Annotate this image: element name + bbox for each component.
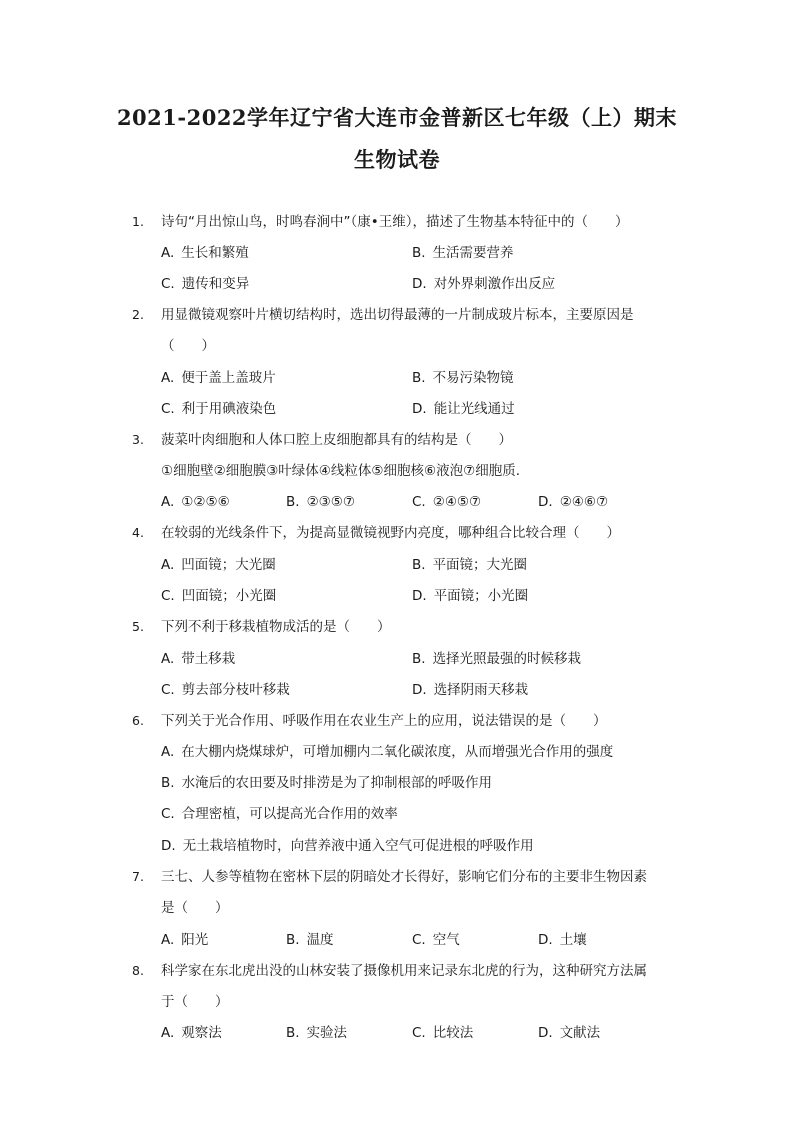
question-3-option-c [412, 492, 481, 512]
option-text: 文献法 [559, 1025, 601, 1041]
option-label: A. [161, 651, 175, 667]
question-3-number: 3. [132, 432, 144, 447]
option-text: ②④⑤⑦ [432, 494, 482, 510]
option-text: 凹面镜；大光圈 [181, 557, 276, 573]
option-label: D. [161, 838, 176, 854]
question-5-option-c [161, 680, 290, 700]
option-text: 利于用碘液染色 [181, 401, 277, 417]
option-text: 能让光线通过 [433, 401, 515, 417]
option-label: D. [412, 401, 427, 417]
option-label: A. [161, 370, 175, 386]
question-2-option-d [412, 399, 515, 419]
option-label: C. [161, 276, 175, 292]
option-text: 平面镜；大光圈 [432, 557, 528, 573]
option-text: 凹面镜；小光圈 [181, 588, 277, 604]
option-text: 水淹后的农田要及时排涝是为了抑制根部的呼吸作用 [181, 775, 493, 791]
option-text: ②③⑤⑦ [306, 494, 355, 510]
option-text: 对外界刺激作出反应 [433, 276, 556, 292]
question-5-stem: 下列不利于移栽植物成活的是（ ） [161, 619, 391, 635]
question-6-option-b [161, 773, 492, 793]
option-text: 生活需要营养 [432, 245, 514, 261]
question-5-option-a [161, 649, 235, 669]
option-text: 选择光照最强的时候移栽 [432, 651, 582, 667]
question-4-option-a [161, 555, 276, 575]
question-2-stem-cont: （ ） [161, 338, 215, 354]
question-2-option-b [412, 368, 514, 388]
option-label: A. [161, 932, 175, 948]
question-8-option-c [412, 1023, 473, 1043]
question-7-number: 7. [132, 869, 144, 884]
option-text: ①②⑤⑥ [181, 494, 230, 510]
option-text: 阳光 [181, 932, 209, 948]
option-label: A. [161, 1025, 175, 1041]
option-label: C. [412, 932, 426, 948]
question-8-option-b [286, 1023, 347, 1043]
option-text: 比较法 [432, 1025, 474, 1041]
question-3-option-b [286, 492, 355, 512]
question-5-number: 5. [132, 619, 144, 634]
question-3-option-d [538, 492, 608, 512]
question-2-number: 2. [132, 307, 144, 322]
question-8-option-d [538, 1023, 600, 1043]
question-4-stem: 在较弱的光线条件下，为提高显微镜视野内亮度，哪种组合比较合理（ ） [161, 525, 620, 541]
question-1-option-a [161, 243, 249, 263]
question-8-stem: 科学家在东北虎出没的山林安装了摄像机用来记录东北虎的行为，这种研究方法属 [161, 963, 647, 979]
question-1-number: 1. [132, 214, 144, 229]
option-label: C. [161, 806, 175, 822]
option-text: 无土栽培植物时，向营养液中通入空气可促进根的呼吸作用 [182, 838, 534, 854]
option-text: 便于盖上盖玻片 [181, 370, 276, 386]
question-7-option-c [412, 930, 460, 950]
question-6-option-d [161, 836, 534, 856]
question-6-option-c [161, 804, 398, 824]
option-text: 选择阴雨天移栽 [433, 682, 529, 698]
option-label: B. [286, 1025, 300, 1041]
option-label: B. [412, 245, 426, 261]
option-text: 带土移栽 [181, 651, 236, 667]
question-3-option-a [161, 492, 230, 512]
option-label: B. [412, 370, 426, 386]
option-label: B. [286, 932, 300, 948]
question-2-option-a [161, 368, 276, 388]
option-label: A. [161, 245, 175, 261]
option-text: 不易污染物镜 [432, 370, 514, 386]
question-1-option-b [412, 243, 514, 263]
question-3-stem: 菠菜叶肉细胞和人体口腔上皮细胞都具有的结构是（ ） [161, 432, 512, 448]
question-7-option-b [286, 930, 334, 950]
option-label: D. [538, 494, 553, 510]
option-label: C. [412, 1025, 426, 1041]
option-text: 在大棚内烧煤球炉，可增加棚内二氧化碳浓度，从而增强光合作用的强度 [181, 744, 614, 760]
option-label: D. [412, 276, 427, 292]
question-2-stem: 用显微镜观察叶片横切结构时，选出切得最薄的一片制成玻片标本，主要原因是 [161, 307, 634, 323]
option-label: A. [161, 744, 175, 760]
option-text: 生长和繁殖 [181, 245, 249, 261]
option-text: 平面镜；小光圈 [433, 588, 529, 604]
option-text: 土壤 [559, 932, 587, 948]
option-text: 遗传和变异 [181, 276, 250, 292]
question-8-number: 8. [132, 963, 144, 978]
question-6-option-a [161, 742, 613, 762]
question-5-option-b [412, 649, 581, 669]
option-text: 观察法 [181, 1025, 222, 1041]
question-4-number: 4. [132, 525, 144, 540]
option-text: 温度 [306, 932, 334, 948]
option-label: C. [161, 401, 175, 417]
option-label: D. [412, 588, 427, 604]
option-label: B. [412, 557, 426, 573]
option-label: A. [161, 494, 175, 510]
option-label: B. [286, 494, 300, 510]
question-1-stem: 诗句“月出惊山鸟，时鸣春涧中”（康•王维），描述了生物基本特征中的（ ） [161, 214, 629, 230]
option-text: 空气 [432, 932, 460, 948]
option-label: C. [161, 682, 175, 698]
option-text: 实验法 [306, 1025, 348, 1041]
question-1-option-c [161, 274, 249, 294]
option-label: D. [412, 682, 427, 698]
question-4-option-c [161, 586, 276, 606]
question-6-number: 6. [132, 713, 144, 728]
option-text: 合理密植，可以提高光合作用的效率 [181, 806, 398, 822]
option-label: D. [538, 932, 553, 948]
question-7-stem: 三七、人参等植物在密林下层的阴暗处才长得好，影响它们分布的主要非生物因素 [161, 869, 647, 885]
option-label: C. [161, 588, 175, 604]
question-7-option-a [161, 930, 208, 950]
question-8-option-a [161, 1023, 222, 1043]
question-7-option-d [538, 930, 587, 950]
question-8-stem-cont: 于（ ） [161, 994, 229, 1010]
question-4-option-d [412, 586, 528, 606]
exam-title-line2: 生物试卷 [354, 147, 440, 172]
question-3-stem-cont: ①细胞壁②细胞膜③叶绿体④线粒体⑤细胞核⑥液泡⑦细胞质. [161, 463, 521, 479]
option-label: B. [161, 775, 175, 791]
question-6-stem: 下列关于光合作用、呼吸作用在农业生产上的应用，说法错误的是（ ） [161, 713, 607, 729]
question-4-option-b [412, 555, 527, 575]
question-1-option-d [412, 274, 555, 294]
option-label: A. [161, 557, 175, 573]
option-text: ②④⑥⑦ [559, 494, 609, 510]
question-2-option-c [161, 399, 276, 419]
option-label: D. [538, 1025, 553, 1041]
exam-title-line1: 2021-2022学年辽宁省大连市金普新区七年级（上）期末 [116, 105, 678, 130]
option-text: 剪去部分枝叶移栽 [181, 682, 290, 698]
option-label: C. [412, 494, 426, 510]
question-5-option-d [412, 680, 528, 700]
option-label: B. [412, 651, 426, 667]
question-7-stem-cont: 是（ ） [161, 900, 229, 916]
